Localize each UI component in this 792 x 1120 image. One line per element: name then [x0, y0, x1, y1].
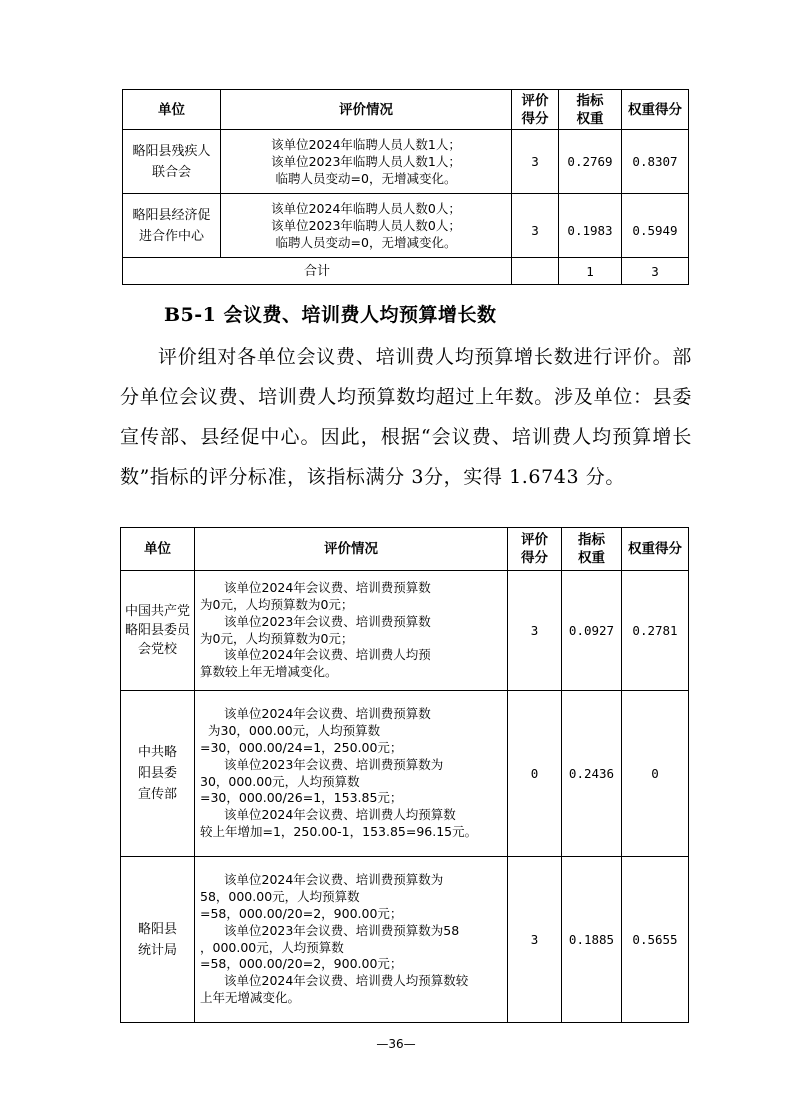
weight: 0.0927	[562, 571, 622, 691]
header-score: 评价得分	[508, 528, 562, 571]
score: 3	[508, 857, 562, 1023]
weight: 0.2769	[559, 130, 622, 194]
weighted-score: 0.2781	[622, 571, 689, 691]
score: 0	[508, 691, 562, 857]
score: 3	[512, 194, 559, 258]
header-weight: 指标权重	[562, 528, 622, 571]
evaluation-cell: 该单位2024年会议费、培训费预算数 为0元，人均预算数为0元； 该单位2023年会议费、培训费预算数 为0元，人均预算数为0元； 该单位2024年会议费、培训费人均预 算数较上年无增减变化。	[195, 571, 508, 691]
evaluation-cell: 该单位2024年临聘人员人数1人； 该单位2023年临聘人员人数1人； 临聘人员变动=0，无增减变化。	[221, 130, 512, 194]
header-score: 评价得分	[512, 90, 559, 130]
header-evaluation: 评价情况	[195, 528, 508, 571]
weight: 0.2436	[562, 691, 622, 857]
evaluation-cell: 该单位2024年会议费、培训费预算数 为30，000.00元，人均预算数 =30，000.00/24=1，250.00元； 该单位2023年会议费、培训费预算数为 30，000.00元，人均预算数 =30，000.00/26=1，153.85元； 该单位2024年会议费、培训费人均预算数 较上年增加=1，250.00-1，153.85=96.15元。	[195, 691, 508, 857]
score: 3	[512, 130, 559, 194]
unit-name: 略阳县经济促进合作中心	[123, 194, 221, 258]
evaluation-cell: 该单位2024年临聘人员人数0人； 该单位2023年临聘人员人数0人； 临聘人员变动=0，无增减变化。	[221, 194, 512, 258]
total-weighted-score: 3	[622, 258, 689, 285]
header-weighted-score: 权重得分	[622, 90, 689, 130]
weighted-score: 0	[622, 691, 689, 857]
total-score-empty	[512, 258, 559, 285]
table-row	[121, 571, 689, 691]
weighted-score: 0.8307	[622, 130, 689, 194]
header-evaluation: 评价情况	[221, 90, 512, 130]
score: 3	[508, 571, 562, 691]
weighted-score: 0.5949	[622, 194, 689, 258]
evaluation-cell: 该单位2024年会议费、培训费预算数为 58，000.00元，人均预算数 =58，000.00/20=2，900.00元； 该单位2023年会议费、培训费预算数为58 ，000.00元，人均预算数 =58，000.00/20=2，900.00元； 该单位2024年会议费、培训费人均预算数较 上年无增减变化。	[195, 857, 508, 1023]
weight: 0.1983	[559, 194, 622, 258]
header-unit: 单位	[123, 90, 221, 130]
section-paragraph: 评价组对各单位会议费、培训费人均预算增长数进行评价。部分单位会议费、培训费人均预算数均超过上年数。涉及单位：县委宣传部、县经促中心。因此，根据“会议费、培训费人均预算增长数”指标的评分标准，该指标满分 3分，实得 1.6743 分。	[120, 346, 692, 488]
unit-name: 略阳县残疾人联合会	[123, 130, 221, 194]
table-row	[121, 857, 689, 1023]
header-weight: 指标权重	[559, 90, 622, 130]
total-label: 合计	[123, 258, 512, 285]
table-meeting-training-budget	[120, 527, 689, 1023]
table-header-row	[123, 90, 689, 130]
section-heading: B5-1 会议费、培训费人均预算增长数	[164, 304, 497, 326]
header-unit: 单位	[121, 528, 195, 571]
table-header-row	[121, 528, 689, 571]
table-row	[123, 194, 689, 258]
unit-name: 中共略阳县委宣传部	[121, 691, 195, 857]
weight: 0.1885	[562, 857, 622, 1023]
page-number: —36—	[376, 1037, 416, 1051]
table-row	[121, 691, 689, 857]
unit-name: 中国共产党略阳县委员会党校	[121, 571, 195, 691]
table-temp-staff	[122, 89, 689, 285]
weighted-score: 0.5655	[622, 857, 689, 1023]
total-weight: 1	[559, 258, 622, 285]
unit-name: 略阳县统计局	[121, 857, 195, 1023]
table-row	[123, 130, 689, 194]
header-weighted-score: 权重得分	[622, 528, 689, 571]
total-row	[123, 258, 689, 285]
